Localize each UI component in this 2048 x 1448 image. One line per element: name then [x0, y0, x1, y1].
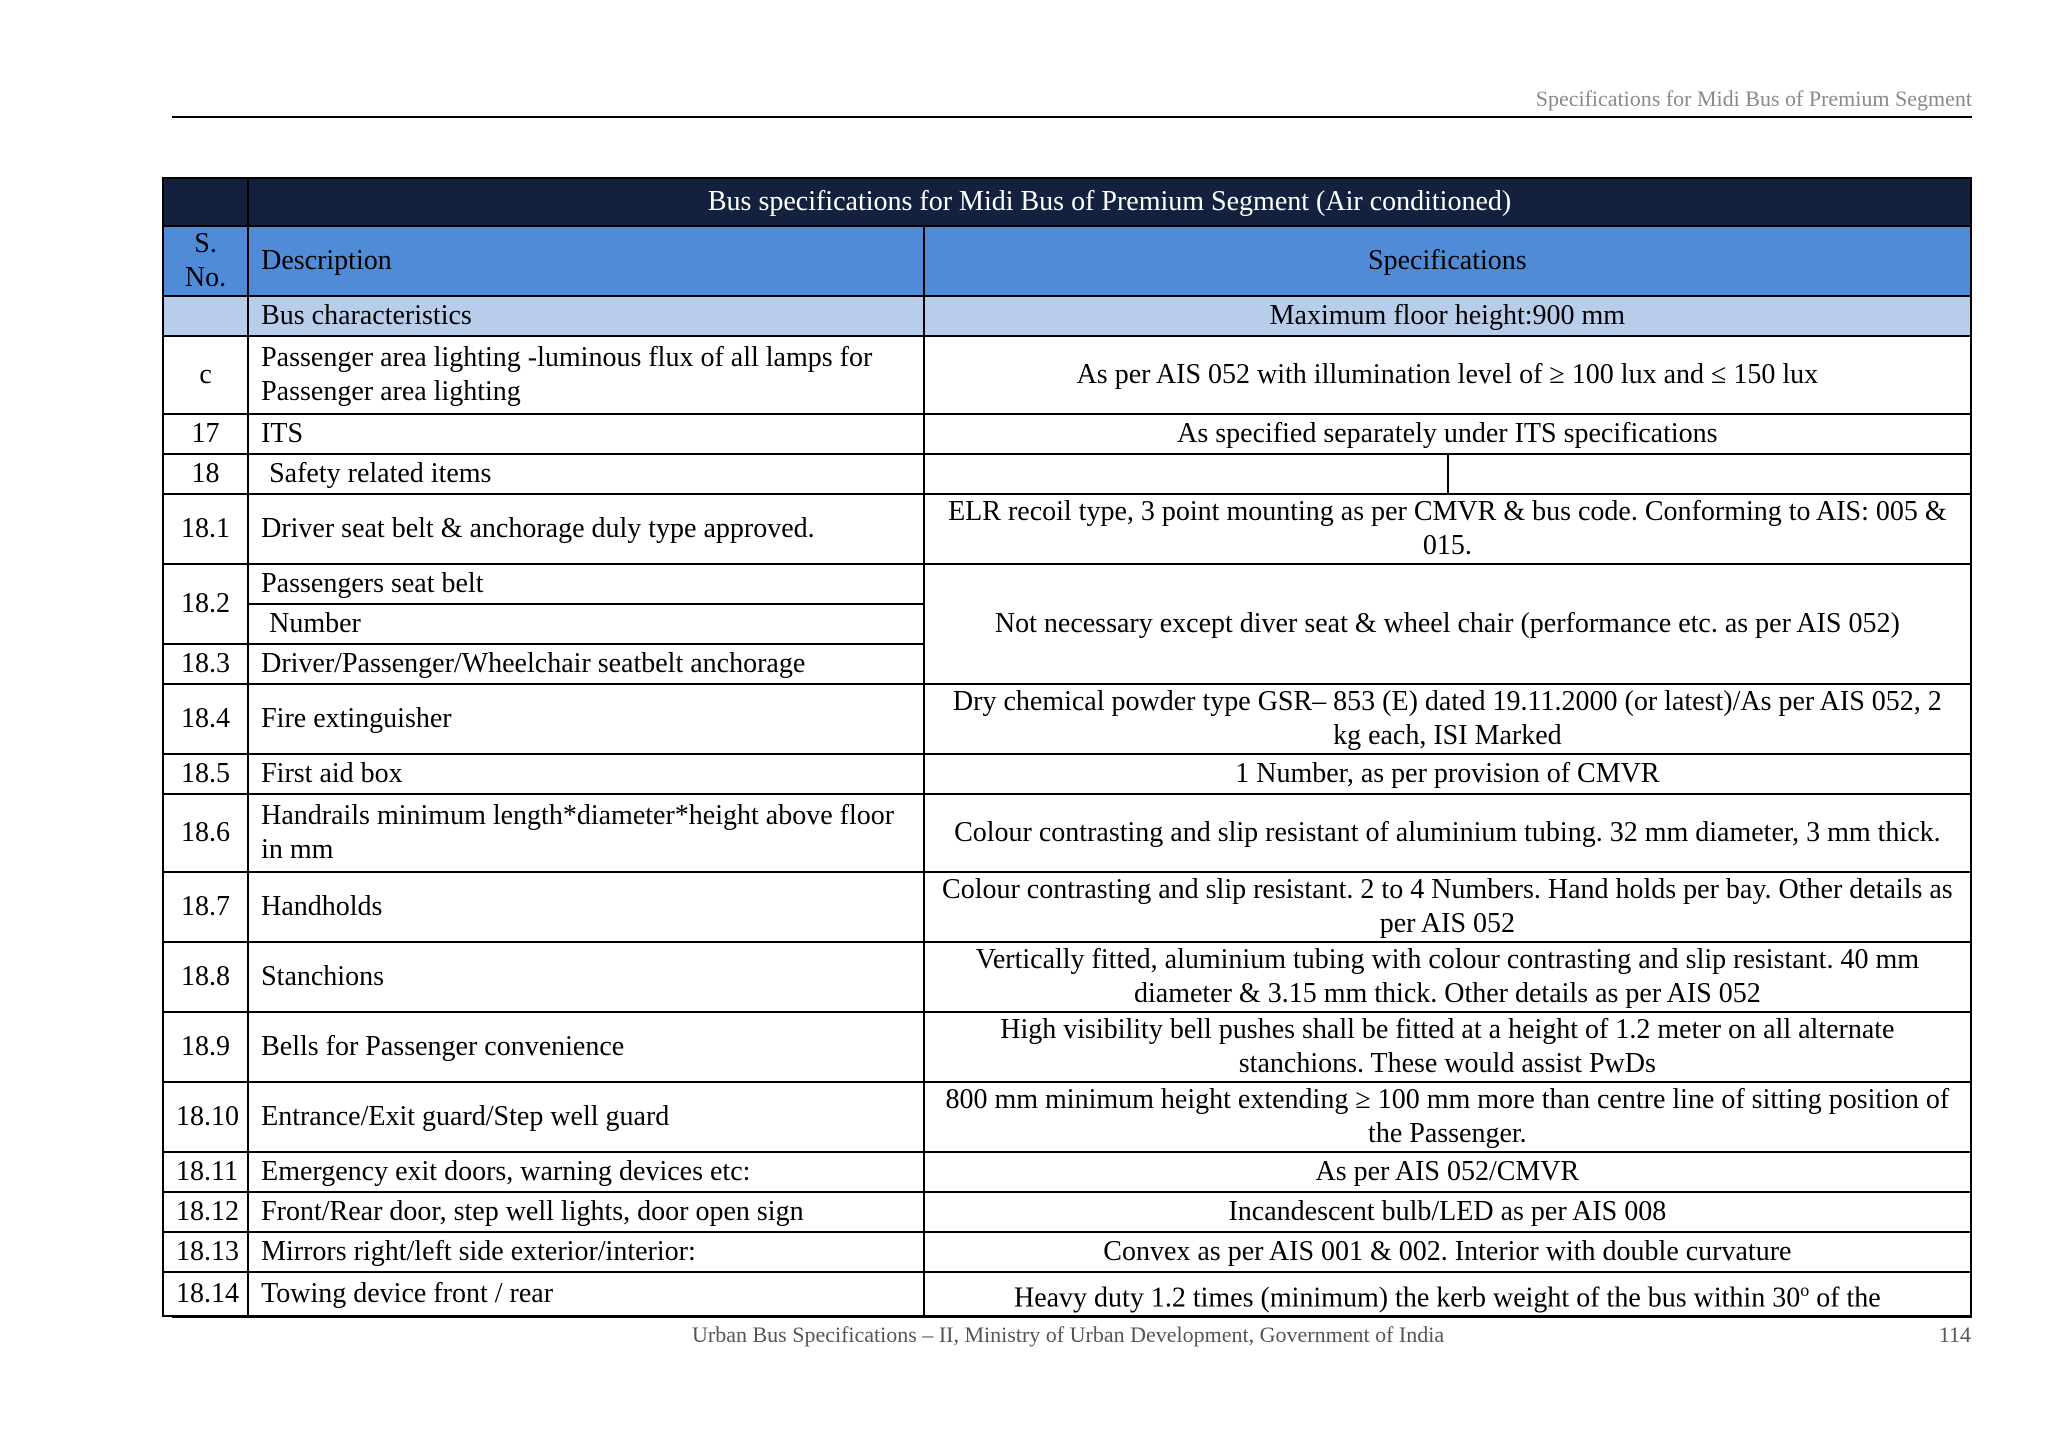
- degree-superscript: o: [1800, 1280, 1810, 1300]
- row-specification: [924, 1272, 1971, 1316]
- row-sno: 18.14: [163, 1272, 248, 1316]
- row-description: Entrance/Exit guard/Step well guard: [248, 1082, 924, 1152]
- row-sno: 18.2: [163, 564, 248, 644]
- row-description: Safety related items: [248, 454, 924, 494]
- row-specification: Dry chemical powder type GSR– 853 (E) dated 19.11.2000 (or latest)/As per AIS 052, 2 kg each, ISI Marked: [924, 684, 1971, 754]
- row-specification: Colour contrasting and slip resistant. 2 to 4 Numbers. Hand holds per bay. Other details as per AIS 052: [924, 872, 1971, 942]
- row-specification: 800 mm minimum height extending ≥ 100 mm more than centre line of sitting position of the Passenger.: [924, 1082, 1971, 1152]
- row-specification: High visibility bell pushes shall be fitted at a height of 1.2 meter on all alternate stanchions. These would assist PwDs: [924, 1012, 1971, 1082]
- footer-rule: [172, 1316, 1972, 1318]
- title-corner-cell: [163, 178, 248, 226]
- running-footer: Urban Bus Specifications – II, Ministry of Urban Development, Government of India: [692, 1322, 1445, 1347]
- row-description: Stanchions: [248, 942, 924, 1012]
- table-title: Bus specifications for Midi Bus of Premium Segment (Air conditioned): [248, 178, 1971, 226]
- running-header: Specifications for Midi Bus of Premium Segment: [1535, 86, 1972, 111]
- table-row: [163, 494, 1971, 564]
- row-sno: 18.13: [163, 1232, 248, 1272]
- row-description: Driver/Passenger/Wheelchair seatbelt anchorage: [248, 644, 924, 684]
- table-row: [163, 1012, 1971, 1082]
- row-sno: 18.10: [163, 1082, 248, 1152]
- row-description: ITS: [248, 414, 924, 454]
- column-header-row: [163, 226, 1971, 296]
- row-specification-empty-a: [924, 454, 1448, 494]
- row-sno: 18.5: [163, 754, 248, 794]
- row-description: Front/Rear door, step well lights, door open sign: [248, 1192, 924, 1232]
- row-specification: Colour contrasting and slip resistant of aluminium tubing. 32 mm diameter, 3 mm thick.: [924, 794, 1971, 872]
- row-description: Emergency exit doors, warning devices etc:: [248, 1152, 924, 1192]
- row-specification: As per AIS 052/CMVR: [924, 1152, 1971, 1192]
- row-specification: Vertically fitted, aluminium tubing with colour contrasting and slip resistant. 40 mm diameter & 3.15 mm thick. Other details as per AIS 052: [924, 942, 1971, 1012]
- row-specification: Not necessary except diver seat & wheel chair (performance etc. as per AIS 052): [924, 564, 1971, 684]
- section-subheader-row: [163, 296, 1971, 336]
- table-row: [163, 872, 1971, 942]
- row-specification: Incandescent bulb/LED as per AIS 008: [924, 1192, 1971, 1232]
- row-description: Passengers seat belt: [248, 564, 924, 604]
- table-row: [163, 1082, 1971, 1152]
- table-title-row: [163, 178, 1971, 226]
- table-row: [163, 564, 1971, 604]
- row-specification: As per AIS 052 with illumination level of ≥ 100 lux and ≤ 150 lux: [924, 336, 1971, 414]
- row-description: Handrails minimum length*diameter*height above floor in mm: [248, 794, 924, 872]
- table-row: [163, 1272, 1971, 1316]
- row-sno: 18.7: [163, 872, 248, 942]
- row-sno: 18: [163, 454, 248, 494]
- row-description: Fire extinguisher: [248, 684, 924, 754]
- row-sno: 18.4: [163, 684, 248, 754]
- row-sno: 18.6: [163, 794, 248, 872]
- subheader-specification: Maximum floor height:900 mm: [924, 296, 1971, 336]
- row-sno: 18.11: [163, 1152, 248, 1192]
- table-row: [163, 1152, 1971, 1192]
- row-sno: c: [163, 336, 248, 414]
- table-row: [163, 454, 1971, 494]
- row-specification: ELR recoil type, 3 point mounting as per CMVR & bus code. Conforming to AIS: 005 & 015.: [924, 494, 1971, 564]
- column-header-sno: S. No.: [163, 226, 248, 296]
- spec-table: [162, 177, 1972, 1317]
- table-row: [163, 942, 1971, 1012]
- row-description: Handholds: [248, 872, 924, 942]
- row-specification-text: Heavy duty 1.2 times (minimum) the kerb weight of the bus within 30: [1013, 1282, 1801, 1314]
- header-rule: [172, 116, 1972, 118]
- row-specification: Convex as per AIS 001 & 002. Interior with double curvature: [924, 1232, 1971, 1272]
- table-row: [163, 684, 1971, 754]
- table-row: [163, 754, 1971, 794]
- subheader-description: Bus characteristics: [248, 296, 924, 336]
- row-specification-tail: of the: [1809, 1282, 1881, 1314]
- page-number: 114: [1938, 1322, 1971, 1347]
- table-row: [163, 414, 1971, 454]
- row-sno: 18.1: [163, 494, 248, 564]
- row-sno: 18.9: [163, 1012, 248, 1082]
- row-sno: 18.8: [163, 942, 248, 1012]
- table-row: [163, 1232, 1971, 1272]
- row-sno: 18.3: [163, 644, 248, 684]
- row-description: First aid box: [248, 754, 924, 794]
- row-description: Towing device front / rear: [248, 1272, 924, 1316]
- table-row: [163, 336, 1971, 414]
- row-specification: 1 Number, as per provision of CMVR: [924, 754, 1971, 794]
- table-row: [163, 794, 1971, 872]
- row-description: Mirrors right/left side exterior/interior:: [248, 1232, 924, 1272]
- row-sno: 17: [163, 414, 248, 454]
- row-description: Number: [248, 604, 924, 644]
- row-description: Driver seat belt & anchorage duly type approved.: [248, 494, 924, 564]
- row-specification-empty-b: [1448, 454, 1971, 494]
- row-sno: 18.12: [163, 1192, 248, 1232]
- row-description: Passenger area lighting -luminous flux of all lamps for Passenger area lighting: [248, 336, 924, 414]
- subheader-sno-cell: [163, 296, 248, 336]
- row-specification: As specified separately under ITS specifications: [924, 414, 1971, 454]
- table-row: [163, 1192, 1971, 1232]
- row-description: Bells for Passenger convenience: [248, 1012, 924, 1082]
- column-header-specifications: Specifications: [924, 226, 1971, 296]
- column-header-description: Description: [248, 226, 924, 296]
